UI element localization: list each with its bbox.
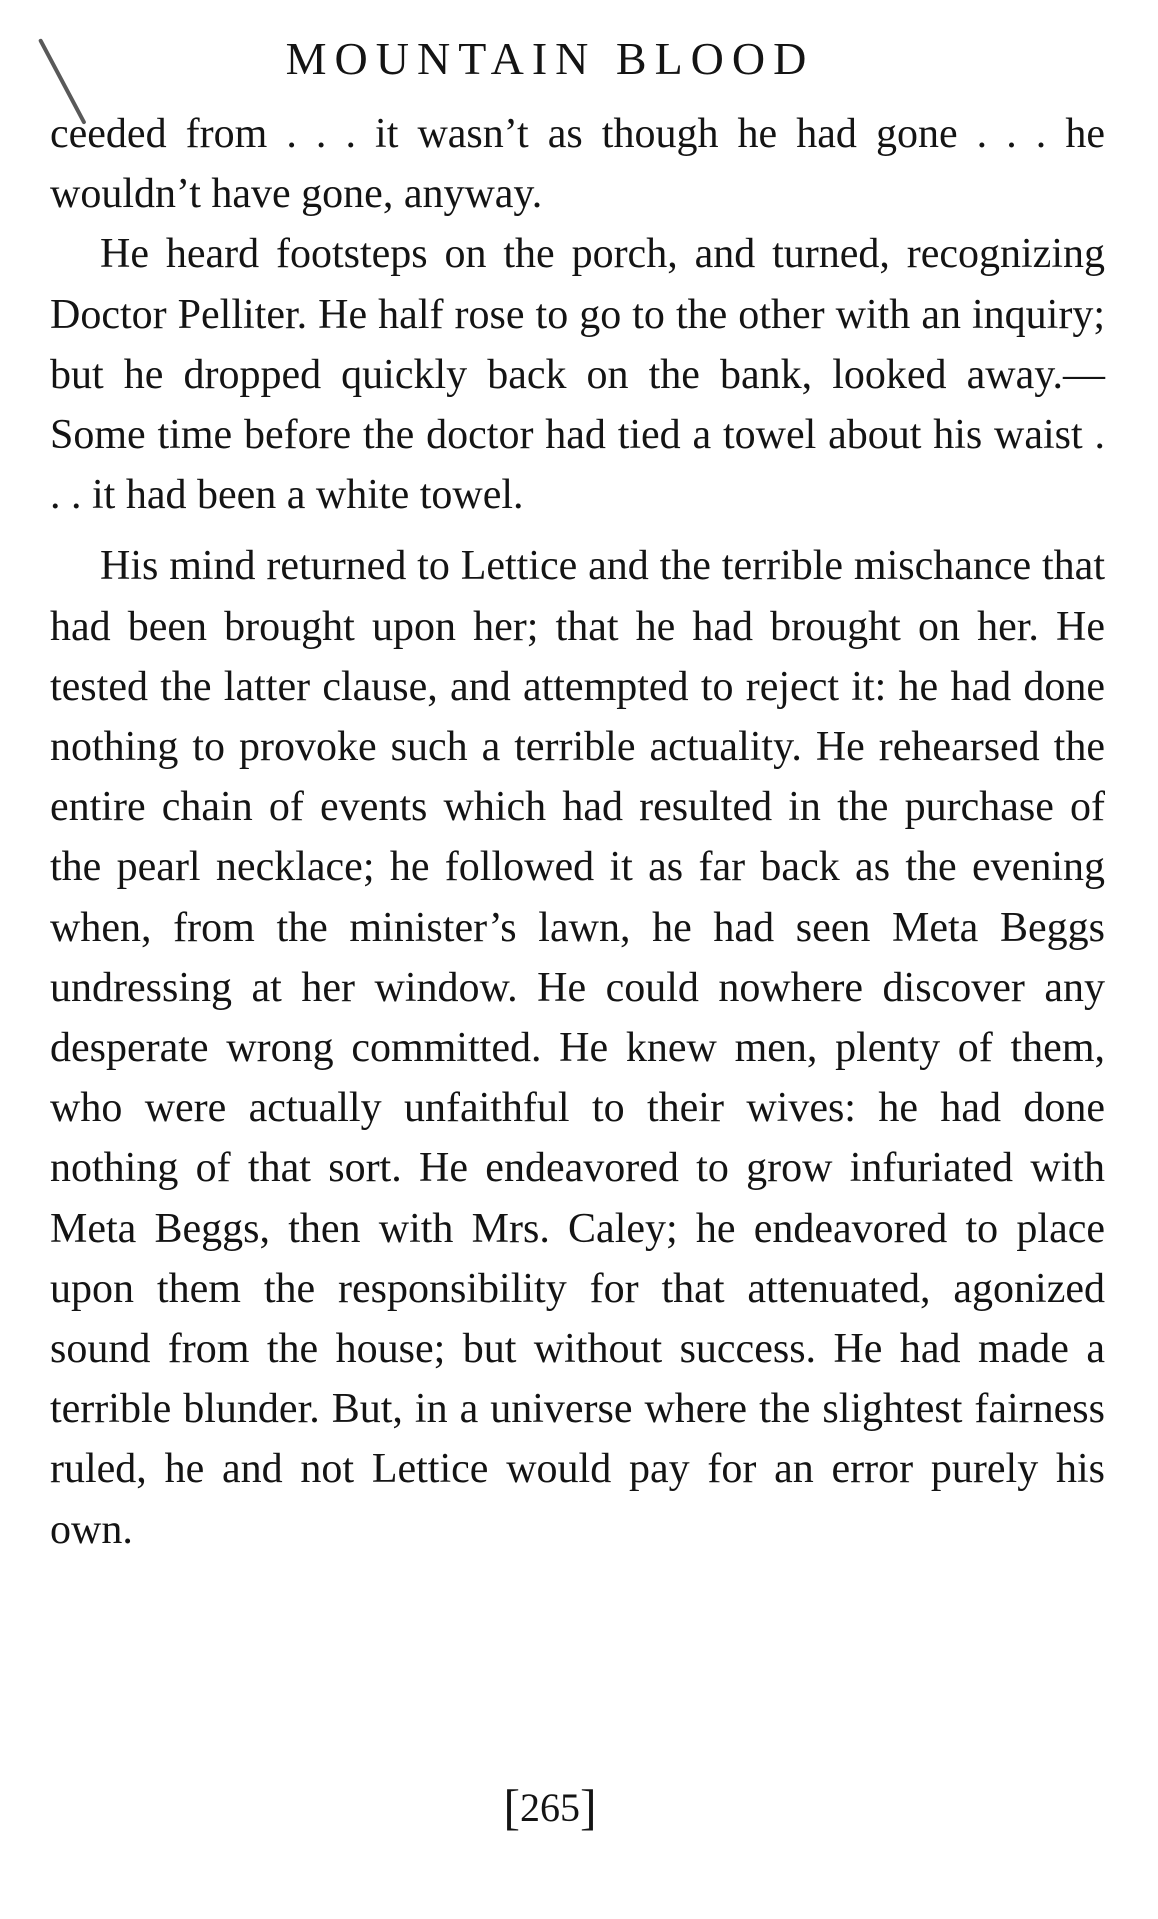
left-bracket: [ — [503, 1779, 520, 1835]
page-number-value: 265 — [520, 1785, 580, 1830]
running-head: MOUNTAIN BLOOD — [285, 33, 815, 84]
paragraph-continuation: ceeded from . . . it wasn’t as though he had gone . . . he wouldn’t have gone, anyway. — [50, 111, 1105, 218]
paragraph: His mind returned to Lettice and the terrible mischance that had been brought upon her; that he had brought on her. He tested the latter clause, and attempted to reject it: he had done nothing to provoke such a terrible actuality. He rehearsed the entire chain of events which had resulted in the purchase of the pearl necklace; he followed it as far back as the evening when, from the minister’s lawn, he had seen Meta Beggs undressing at her window. He could nowhere discover any desperate wrong committed. He knew men, plenty of them, who were actually unfaithful to their wives: he had done nothing of that sort. He endeavored to grow infuriated with Meta Beggs, then with Mrs. Caley; he endeavored to place upon them the responsibility for that attenuated, agonized sound from the house; but without success. He had made a terrible blunder. But, in a universe where the slightest fairness ruled, he and not Lettice would pay for an error purely his own. — [50, 543, 1105, 1553]
page-number — [0, 1779, 1100, 1835]
paragraph: He heard footsteps on the porch, and turned, recognizing Doctor Pelliter. He half rose to go to the other with an inquiry; but he dropped quickly back on the bank, looked away.—Some time before the doctor had tied a towel about his waist . . . it had been a white towel. — [50, 231, 1105, 519]
body-text — [50, 104, 1105, 1560]
right-bracket: ] — [580, 1779, 597, 1835]
